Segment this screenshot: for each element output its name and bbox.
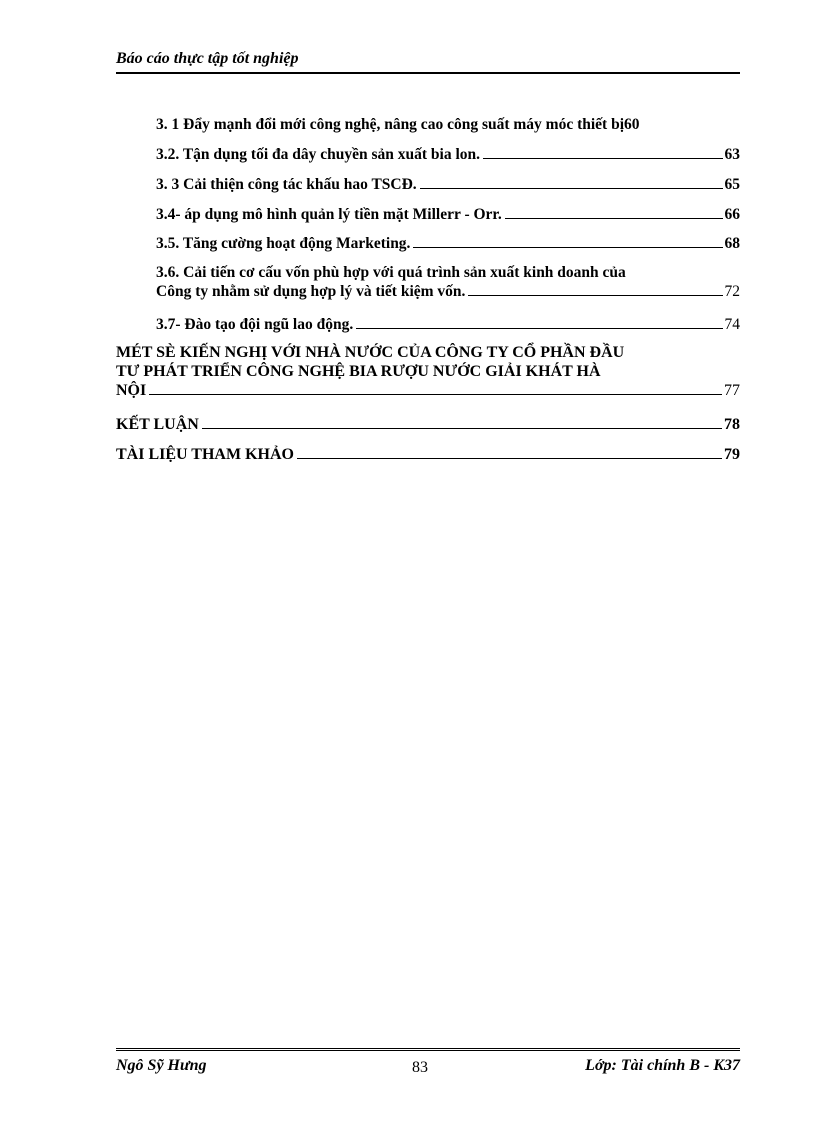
toc-entry-text-line2: TƯ PHÁT TRIỂN CÔNG NGHỆ BIA RƯỢU NƯỚC GIẢI KHÁT HÀ xyxy=(116,363,601,380)
toc-entry-tai-lieu[interactable] xyxy=(116,445,740,464)
toc-entry-text: TÀI LIỆU THAM KHẢO xyxy=(116,446,294,463)
footer-class: Lớp: Tài chính B - K37 xyxy=(585,1057,740,1074)
leader-line xyxy=(356,327,722,329)
toc-entry-text: 3. 1 Đẩy mạnh đổi mới công nghệ, nâng cao công suất máy móc thiết bị xyxy=(156,116,625,133)
toc-entry-text: 3.7- Đào tạo đội ngũ lao động. xyxy=(156,316,354,333)
toc-entry-page: 60 xyxy=(624,116,640,133)
toc-entry-text: 3. 3 Cải thiện công tác khấu hao TSCĐ. xyxy=(156,176,417,193)
leader-line xyxy=(483,157,722,159)
toc-entry-page: 63 xyxy=(724,146,740,163)
toc-entry-text: 3.4- áp dụng mô hình quản lý tiền mặt Millerr - Orr. xyxy=(156,206,502,223)
leader-line xyxy=(505,217,723,219)
toc-entry-3-6[interactable] xyxy=(156,263,740,301)
toc-entry-text: KẾT LUẬN xyxy=(116,416,199,433)
leader-line xyxy=(202,427,722,429)
toc-entry-3-3[interactable] xyxy=(156,175,740,194)
toc-entry-3-7[interactable] xyxy=(156,315,740,334)
toc-entry-page: 78 xyxy=(724,416,740,433)
toc-entry-text: 3.2. Tận dụng tối đa dây chuyền sản xuất bia lon. xyxy=(156,146,481,163)
toc-entry-text-line1: 3.6. Cải tiến cơ cấu vốn phù hợp với quá trình sản xuất kinh doanh của xyxy=(156,264,626,281)
toc-entry-ket-luan[interactable] xyxy=(116,415,740,434)
page-footer xyxy=(116,1048,740,1081)
toc-entry-text-line1: MÉT SÈ KIẾN NGHỊ VỚI NHÀ NƯỚC CỦA CÔNG TY CỔ PHẦN ĐẦU xyxy=(116,344,625,361)
page-header xyxy=(116,48,740,74)
leader-line xyxy=(420,187,723,189)
toc-entry-text-line2: Công ty nhằm sử dụng hợp lý và tiết kiệm vốn. xyxy=(156,283,466,300)
toc-entry-page: 72 xyxy=(724,283,740,300)
toc-entry-3-1[interactable] xyxy=(156,115,740,134)
leader-line xyxy=(413,246,722,248)
toc-entry-text-line3: NỘI xyxy=(116,382,147,399)
toc-entry-3-2[interactable] xyxy=(156,145,740,164)
toc-entry-page: 77 xyxy=(724,382,740,399)
toc-entry-3-4[interactable] xyxy=(156,205,740,224)
toc-entry-text: 3.5. Tăng cường hoạt động Marketing. xyxy=(156,235,411,252)
toc-entry-3-5[interactable] xyxy=(156,234,740,253)
toc-entry-page: 79 xyxy=(724,446,740,463)
leader-line xyxy=(297,457,722,459)
footer-author: Ngô Sỹ Hưng xyxy=(116,1057,207,1074)
header-title: Báo cáo thực tập tốt nghiệp xyxy=(116,50,299,67)
toc-entry-page: 68 xyxy=(724,235,740,252)
leader-line xyxy=(468,294,722,296)
toc-entry-page: 66 xyxy=(724,206,740,223)
toc-entry-page: 74 xyxy=(724,316,740,333)
toc-entry-page: 65 xyxy=(724,176,740,193)
footer-page-number: 83 xyxy=(412,1059,428,1076)
leader-line xyxy=(149,393,722,395)
toc-entry-kien-nghi[interactable] xyxy=(116,343,740,400)
